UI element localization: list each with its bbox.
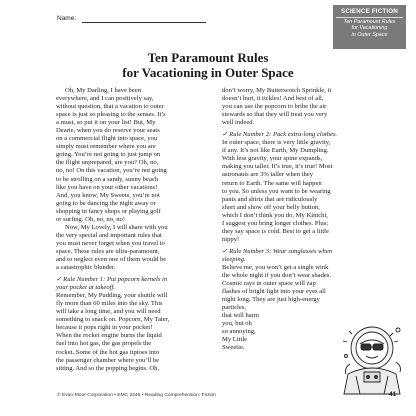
story-title-line: for Vacationing in Outer Space [122, 65, 294, 80]
story-text-line: Oh, My Darling, I have been [65, 87, 141, 94]
story-text-line: the whole night if you don’t wear shades. [222, 272, 332, 280]
story-text-line: simply must remember where you are [56, 143, 156, 151]
rule-heading-line: ✓ Rule Number 1: Put popcorn kernels in [56, 276, 168, 284]
story-text-line: without question, that a vacation to outer [56, 103, 164, 111]
story-text-line: you can use the popcorn to bribe the air [222, 103, 327, 111]
story-text-line: night long. They are just high-energy [222, 296, 320, 304]
page-number: 41 [389, 391, 397, 398]
story-text-line: like you have on your other vacations! [56, 183, 158, 191]
story-text-line: particles, [222, 304, 246, 312]
story-title [0, 50, 416, 80]
astronaut-illustration [338, 322, 410, 396]
story-text-line: you, but oh [222, 320, 252, 328]
genre-subtitle [336, 17, 403, 38]
story-text-line: stewards so that they will treat you very [222, 111, 328, 119]
story-text-line: Remember, My Pudding, your shuttle will [56, 292, 168, 300]
story-text-line: and to neglect even one of them would be [56, 255, 167, 263]
story-text-line: the very special and important rules that [56, 231, 162, 239]
story-text-line: a must, so put it on your list! But, My [56, 119, 156, 127]
rule-heading-line: your pocket at takeoff. [56, 284, 115, 292]
story-text-line: going. You’re not going to just jump on [56, 151, 161, 159]
story-text-line: or surfing. Oh, no, no, no! [56, 215, 126, 223]
story-text-line: making you taller. It’s true, it’s true! Most [222, 163, 333, 171]
story-text-line: they say space is cold. Best to get a little [222, 227, 329, 235]
story-text-line: fly more than 60 miles into the sky. This [56, 300, 163, 308]
story-text-line: if any. It’s not like Earth, My Dumpling. [222, 147, 329, 155]
genre-subtitle-line: in Outer Space [351, 31, 388, 38]
story-text-line: everywhere, and I can positively say, [56, 95, 154, 103]
story-text-line: which I don’t think you do, My Kimchi, [222, 211, 328, 219]
story-text-line: the flight unprepared, are you? Oh, no, [56, 159, 159, 167]
story-text-line: space is just so pleasing to the senses. It’s [56, 111, 166, 119]
story-text-line: that will harm [222, 312, 259, 320]
rule-heading-line: ✓ Rule Number 2: Pack extra-long clothes. [222, 131, 338, 139]
story-text-line: Now, My Lovely, I will share with you [65, 223, 168, 231]
story-text-line: return to Earth. The same will happen [222, 179, 322, 187]
story-text-line: sitting. And so the popping begins. Oh, [56, 364, 160, 372]
story-text-line: doesn’t hurt, it tickles! And best of all, [222, 95, 324, 103]
story-text-line: because it pops right in your pocket! [56, 324, 153, 332]
genre-heading: SCIENCE FICTION [341, 8, 398, 15]
story-text-line: pants and shirts that are ridiculously [222, 195, 318, 203]
story-column-left [56, 87, 218, 373]
story-text-line: fuel into hot gas, the gas propels the [56, 340, 152, 348]
story-text-line: no, no! On this vacation, you’re not going [56, 167, 167, 175]
story-text-line: My Little [222, 336, 248, 344]
rule-heading-line: ✓ Rule Number 3: Wear sunglasses when [222, 247, 333, 255]
story-text-line: don’t worry, My Butterscotch Sprinkle, it [222, 87, 332, 94]
story-text-line: Cosmic rays in outer space will zap [222, 280, 316, 288]
genre-subtitle-line: for Vacationing [351, 25, 388, 32]
story-column-right [222, 87, 402, 353]
story-text-line: to you. So unless you want to be wearing [222, 187, 331, 195]
story-text-line: In outer space, there is very little gravity, [222, 139, 331, 147]
story-text-line: space. These rules are ultra-paramount, [56, 247, 160, 255]
story-title-line: Ten Paramount Rules [147, 50, 269, 65]
story-text-line: nippy! [222, 235, 240, 243]
story-text-line: Sweetie. [222, 344, 245, 352]
story-text-line: well indeed. [222, 119, 255, 127]
story-text-line: will take a long time, and you will need [56, 308, 161, 316]
story-text-line: astronauts are 3% taller when they [222, 171, 313, 179]
story-text-line: shopping in fancy shops or playing golf [56, 207, 161, 215]
story-text-line: you must never forget when you travel to [56, 239, 165, 247]
story-text-line: And, you know, My Sweets, you’re not [56, 191, 160, 199]
story-text-line: When the rocket engine burns the liquid [56, 332, 162, 340]
genre-box [333, 5, 406, 49]
name-label: Name: [57, 15, 77, 22]
story-text-line: With less gravity, your spine expands, [222, 155, 323, 163]
story-text-line: to be strolling on a sandy, sunny beach [56, 175, 159, 183]
story-text-line: something to snack on. Popcorn, My Tater, [56, 316, 170, 324]
genre-subtitle-line: Ten Paramount Rules [343, 19, 396, 25]
footer-credit: © Evan-Moor Corporation • EMC 2445 • Reading Comprehension: Fiction [57, 393, 216, 398]
story-text-line: I suggest you bring longer clothes. Plus; [222, 219, 329, 227]
story-text-line: flashes of bright light into your eyes all [222, 288, 326, 296]
story-text-line: short and show off your belly button, [222, 203, 320, 211]
story-text-line: on a commercial flight into space, you [56, 135, 158, 143]
name-line[interactable] [82, 22, 206, 23]
rule-heading-line: sleeping. [222, 255, 246, 263]
story-text-line: so annoying, [222, 328, 256, 336]
story-text-line: rocket. Some of the hot gas tiptoes into [56, 348, 160, 356]
story-text-line: a catastrophic blunder. [56, 264, 116, 272]
story-text-line: the passenger chamber where you’ll be [56, 356, 160, 364]
story-text-line: Believe me, you won’t get a single wink [222, 263, 329, 271]
story-text-line: going to be dancing the night away or [56, 199, 156, 207]
story-text-line: Dearie, when you do reserve your seats [56, 127, 160, 135]
